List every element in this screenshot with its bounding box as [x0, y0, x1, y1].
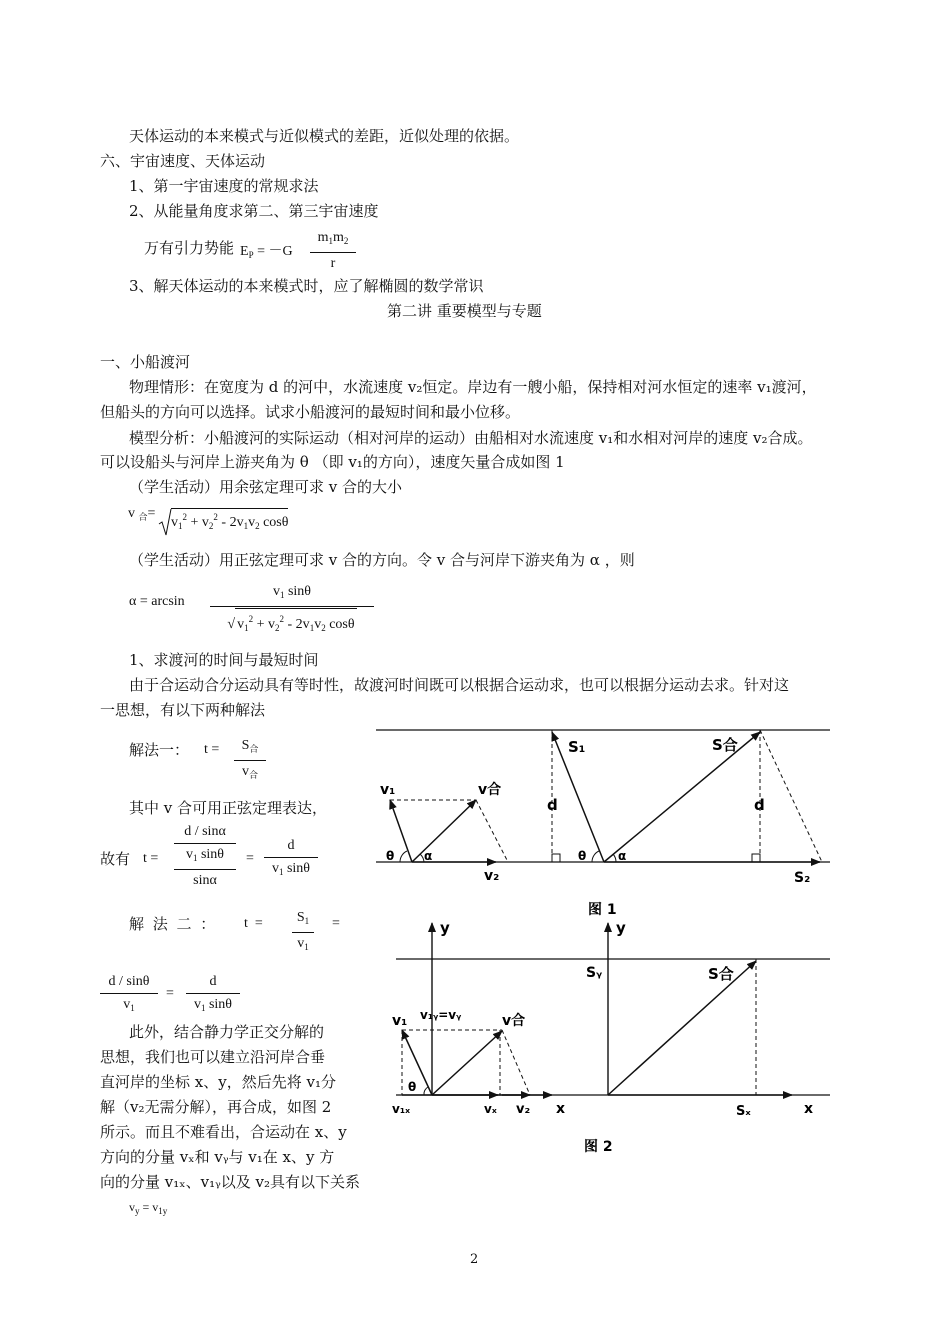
formula-t1: t =: [204, 742, 220, 757]
fig1-label: S₂: [794, 870, 811, 886]
fig1-label: α: [424, 849, 433, 863]
fig2-label: y: [440, 919, 450, 937]
formula-t2-eq: =: [246, 851, 254, 866]
formula-t3-result: d $v_1$ sinθ: [186, 972, 240, 1018]
formula-t2: t =: [143, 851, 159, 866]
fig1-label: v₁: [380, 782, 396, 798]
formula-vhe: v $_合$=: [128, 506, 156, 522]
fig1-label: v合: [478, 782, 502, 798]
text-line: 向的分量 v₁ₓ、v₁ᵧ以及 v₂具有以下关系: [100, 1173, 361, 1191]
text-line: 方向的分量 vₓ和 vᵧ与 v₁在 x、y 方: [100, 1148, 335, 1166]
fig2-label: θ: [408, 1080, 417, 1094]
section-heading: 一、小船渡河: [100, 353, 191, 371]
fig2-label: vₓ: [484, 1102, 497, 1116]
page-title: 第二讲 重要模型与专题: [387, 302, 542, 320]
text-line: 但船头的方向可以选择。试求小船渡河的最短时间和最小位移。: [100, 403, 521, 421]
formula-t3-fraction: $S_1$ $v_1$: [292, 908, 314, 957]
formula-t3-eq: =: [332, 916, 340, 931]
formula-ep: $E_P = -G$: [240, 244, 293, 260]
formula-vhe-radicand: $v_1^2 + v_2^2 - 2v_1v_2$ cosθ: [171, 508, 288, 531]
fig2-label: v₁ₓ: [392, 1102, 411, 1116]
solution-label: 解法一：: [129, 741, 190, 759]
text-line: 1、第一宇宙速度的常规求法: [129, 177, 319, 195]
fig2-label: Sₓ: [736, 1104, 751, 1119]
fig2-label: x: [556, 1101, 566, 1117]
formula-ep-fraction: $m_1m_2$ r: [310, 228, 356, 274]
text-line: 由于合运动合分运动具有等时性，故渡河时间既可以根据合运动求，也可以根据分运动去求。针对这: [129, 676, 790, 694]
subsection-heading: 1、求渡河的时间与最短时间: [129, 651, 319, 669]
fig1-label: α: [618, 849, 627, 863]
formula-t3-second: d / sinθ $v_1$: [100, 972, 158, 1018]
fig2-label: Sᵧ: [586, 965, 603, 981]
text-line: 所示。而且不难看出，合运动在 x、y: [100, 1123, 347, 1141]
fig1-label: θ: [578, 849, 587, 863]
fig2-label: v₂: [516, 1102, 531, 1117]
formula-t2-bigfraction: d / sinα $v_1$ sinθ sinα: [174, 822, 236, 891]
text-line: [144, 238, 234, 258]
formula-alpha-fraction: $v_1$ sinθ √ $v_1^2 + v_2^2 - 2v_1v_2$ cosθ: [210, 582, 374, 638]
fig2-label: x: [804, 1101, 814, 1117]
section-heading: 六、宇宙速度、天体运动: [100, 152, 266, 170]
energy-label: 万有引力势能: [144, 239, 235, 257]
page-number: 2: [470, 1252, 479, 1267]
fig2-label: v合: [502, 1013, 526, 1029]
fig1-label: v₂: [484, 868, 500, 884]
solution-label: 解 法 二 ：: [129, 915, 218, 933]
text-line: 2、从能量角度求第二、第三宇宙速度: [129, 202, 379, 220]
text-line: 物理情形：在宽度为 d 的河中，水流速度 v₂恒定。岸边有一艘小船，保持相对河水恒定的速率 v₁渡河，: [129, 378, 817, 396]
formula-t3: t =: [244, 916, 263, 931]
formula-t2-result: d $v_1$ sinθ: [264, 836, 318, 882]
fig2-label: S合: [708, 965, 734, 983]
text-line: 一思想，有以下两种解法: [100, 701, 266, 719]
text-line: 思想，我们也可以建立沿河岸合垂: [100, 1048, 326, 1066]
text-line: 模型分析：小船渡河的实际运动（相对河岸的运动）由船相对水流速度 v₁和水相对河岸的速度 v₂合成。: [129, 429, 813, 447]
fig1-label: θ: [386, 849, 395, 863]
text-line: 天体运动的本来模式与近似模式的差距，近似处理的依据。: [129, 127, 520, 145]
fig1-label: S₁: [568, 738, 586, 756]
figure-2: [390, 915, 850, 1160]
fig2-label: y: [616, 919, 626, 937]
fig2-label: v₁ᵧ=vᵧ: [420, 1008, 462, 1022]
text-line: （学生活动）用正弦定理可求 v 合的方向。令 v 合与河岸下游夹角为 α ，则: [129, 551, 635, 569]
text-line: 可以设船头与河岸上游夹角为 θ （即 v₁的方向），速度矢量合成如图 1: [100, 453, 565, 471]
sqrt-sign: [158, 508, 172, 538]
text-line: 其中 v 合可用正弦定理表达，: [129, 799, 328, 817]
fig1-label: S合: [712, 736, 738, 754]
text-line: 此外，结合静力学正交分解的: [129, 1023, 325, 1041]
fig1-caption: 图 1: [588, 902, 617, 918]
text-line: 故有: [100, 850, 131, 868]
text-line: 解（v₂无需分解），再合成，如图 2: [100, 1098, 332, 1116]
fig1-label: d: [547, 796, 558, 814]
text-line: 直河岸的坐标 x、y，然后先将 v₁分: [100, 1073, 336, 1091]
text-line: （学生活动）用余弦定理可求 v 合的大小: [129, 478, 403, 496]
text-line: 3、解天体运动的本来模式时，应了解椭圆的数学常识: [129, 277, 484, 295]
formula-t3-eq2: =: [166, 986, 174, 1001]
figure-1: [372, 722, 832, 918]
formula-t1-fraction: $S_合$ $v_合$: [234, 736, 266, 785]
fig1-label: d: [754, 796, 765, 814]
formula-vy: $v_y = v_{1y}$: [129, 1200, 168, 1216]
formula-alpha: α = arcsin: [129, 594, 185, 609]
fig2-label: v₁: [392, 1013, 408, 1029]
fig2-caption: 图 2: [584, 1139, 613, 1155]
